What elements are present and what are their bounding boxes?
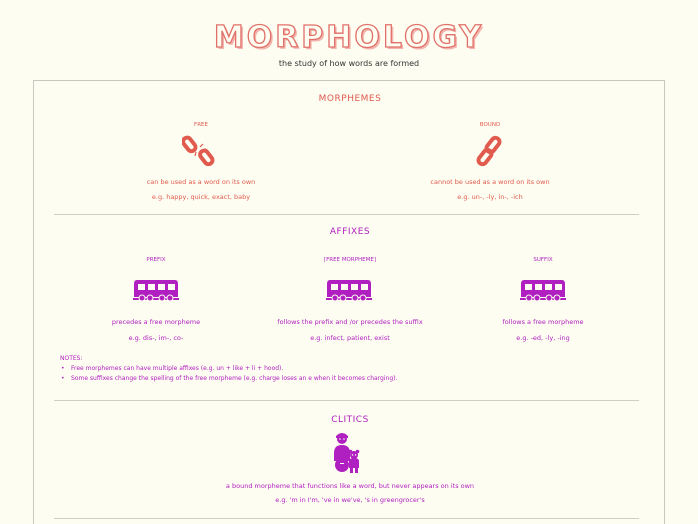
affixes-heading: AFFIXES <box>329 227 371 237</box>
clitics-description: a bound morpheme that functions like a word, but never appears on its own <box>225 482 475 490</box>
free-label: FREE <box>194 122 208 128</box>
suffix-description: follows a free morpheme <box>502 318 584 326</box>
suffix-label: SUFFIX <box>533 257 553 263</box>
content-panel <box>33 80 665 524</box>
section-divider <box>54 400 639 401</box>
broken-chain-icon <box>182 135 218 169</box>
notes <box>60 354 397 384</box>
prefix-description: precedes a free morpheme <box>111 318 201 326</box>
bound-label: BOUND <box>479 122 501 128</box>
note-item: • Free morphemes can have multiple affixes (e.g. un + like + li + hood). <box>60 364 397 374</box>
section-divider <box>54 214 639 215</box>
suffix-examples: e.g. -ed, -ly, -ing <box>516 334 570 342</box>
parent-child-icon <box>330 431 364 475</box>
train-car-icon <box>133 278 179 304</box>
prefix-label: PREFIX <box>146 257 166 263</box>
free-morpheme-examples: e.g. infect, patient, exist <box>310 334 390 342</box>
notes-title: NOTES: <box>60 355 83 362</box>
free-examples: e.g. happy, quick, exact, baby <box>151 193 251 201</box>
morphemes-heading: MORPHEMES <box>318 94 382 104</box>
bound-examples: e.g. un-, -ly, in-, -ich <box>457 193 523 201</box>
clitics-examples: e.g. 'm in I'm, 've in we've, 's in greengrocer's <box>275 496 425 504</box>
title: MORPHOLOGY <box>213 20 485 55</box>
chain-link-icon <box>473 135 507 169</box>
section-divider <box>54 518 639 519</box>
subtitle: the study of how words are formed <box>278 59 420 68</box>
free-morpheme-description: follows the prefix and /or precedes the suffix <box>277 318 423 326</box>
free-morpheme-label: [FREE MORPHEME] <box>323 257 377 263</box>
train-car-icon <box>520 278 566 304</box>
train-car-icon <box>326 278 372 304</box>
prefix-examples: e.g. dis-, im-, co- <box>128 334 184 342</box>
free-description: can be used as a word on its own <box>146 178 256 186</box>
clitics-heading: CLITICS <box>331 415 369 425</box>
bound-description: cannot be used as a word on its own <box>430 178 550 186</box>
note-item: • Some suffixes change the spelling of the free morpheme (e.g. charge loses an e when it becomes charging). <box>60 374 397 384</box>
